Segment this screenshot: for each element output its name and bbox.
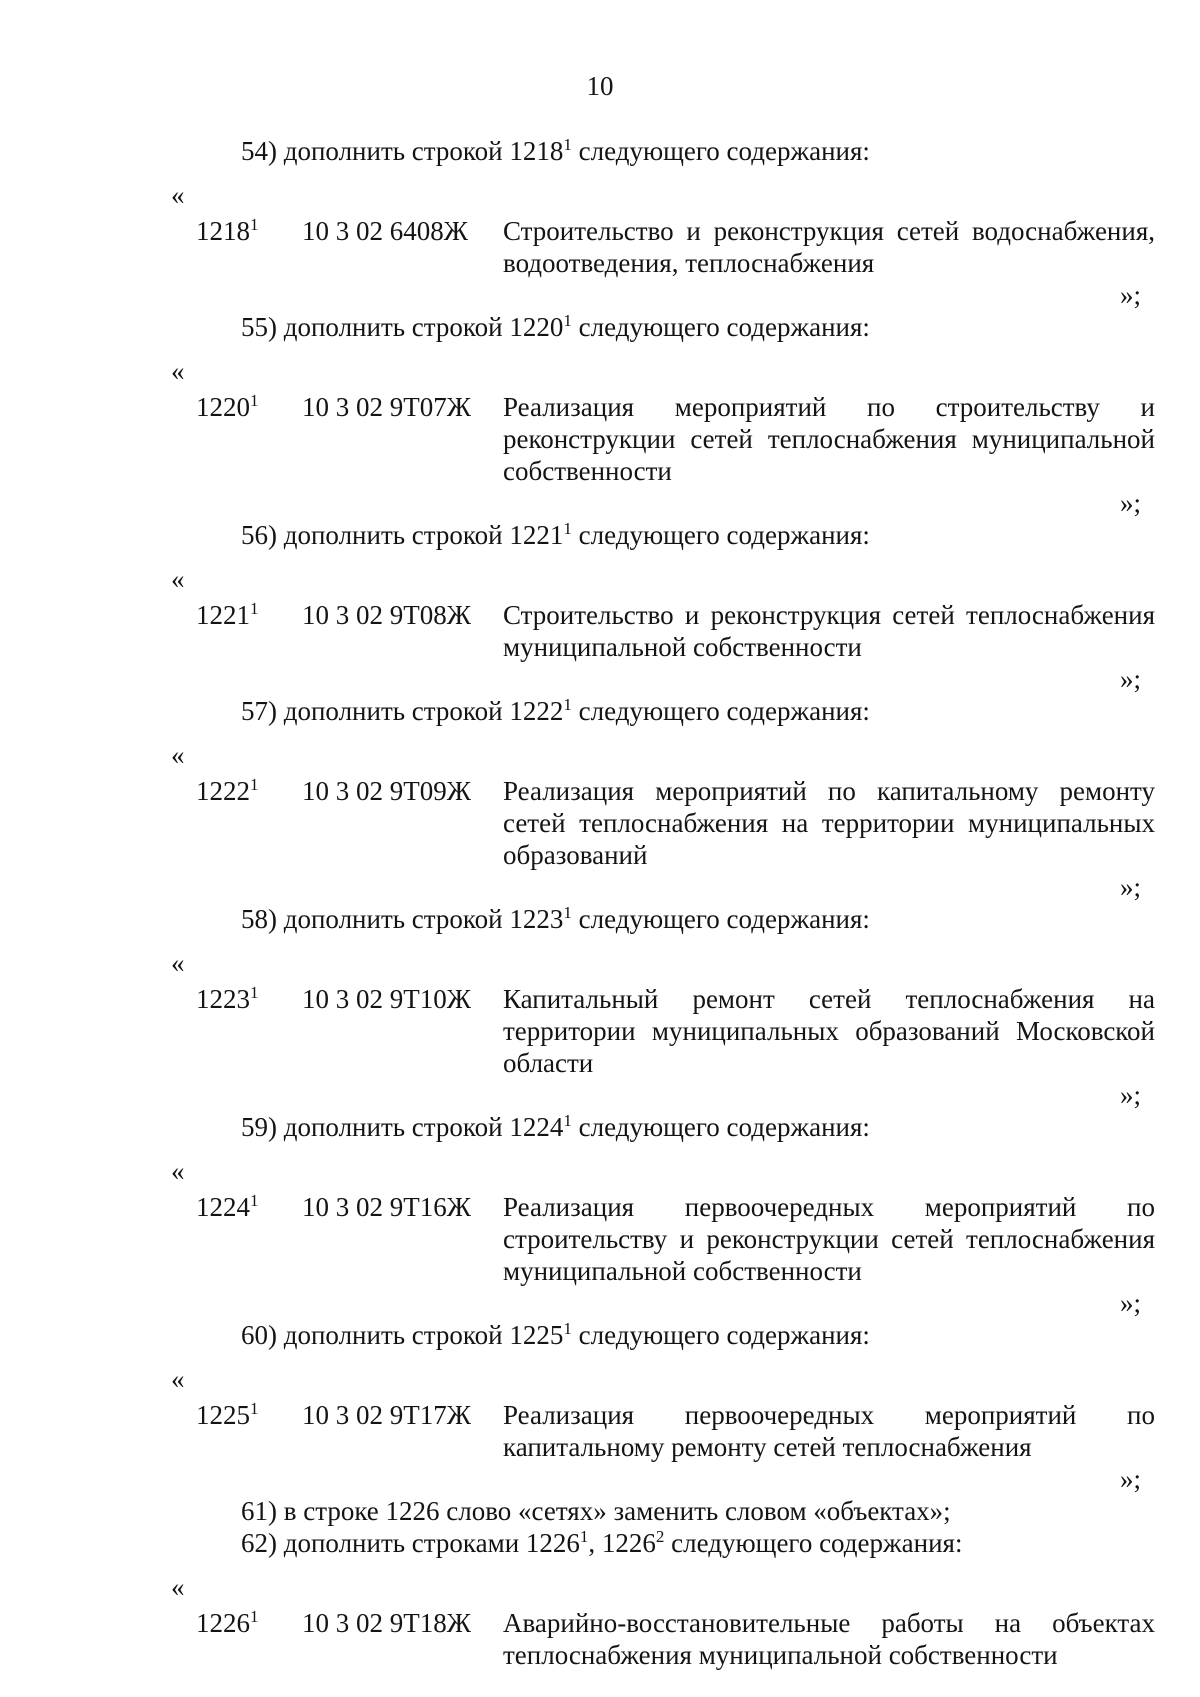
amendment-paragraph-55 — [241, 311, 1200, 343]
amendment-paragraph-62: 62) дополнить строками 1226$^1$, 1226$^2$ следующего содержания: — [241, 1527, 963, 1558]
open-quote: « — [171, 180, 185, 210]
row-description: Строительство и реконструкция сетей теплоснабжения муниципальной собственности — [503, 600, 1155, 662]
row-description: Реализация мероприятий по капитальному ремонту сетей теплоснабжения на территории муниципальных образований — [503, 776, 1155, 870]
row-description: Реализация первоочередных мероприятий по строительству и реконструкции сетей теплоснабжения муниципальной собственности — [503, 1192, 1155, 1286]
superscript: 1 — [563, 1319, 572, 1338]
superscript: 1 — [563, 135, 572, 154]
para-text: следующего содержания: — [571, 136, 870, 166]
row-ref: 1218 — [509, 136, 564, 166]
row-code: 10 3 02 6408Ж — [302, 216, 468, 246]
table-row-1224-1 — [0, 1191, 1200, 1287]
table-row-1226-1 — [0, 1607, 1200, 1671]
row-ref: 1220 — [509, 312, 564, 342]
row-number: 1225$^1$ — [196, 1399, 259, 1430]
close-quote: »; — [1120, 664, 1142, 694]
row-ref: 1223 — [509, 904, 564, 934]
row-ref: 1225 — [509, 1320, 564, 1350]
table-row-1218-1 — [0, 215, 1200, 279]
para-text: 58) дополнить строкой — [241, 904, 510, 934]
row-number: 1218$^1$ — [196, 215, 259, 246]
row-number: 1222$^1$ — [196, 775, 259, 806]
superscript: 1 — [563, 903, 572, 922]
close-quote: »; — [1120, 1080, 1142, 1110]
row-code: 10 3 02 9Т16Ж — [302, 1192, 471, 1222]
open-quote: « — [171, 1156, 185, 1186]
superscript: 1 — [563, 695, 572, 714]
row-ref: 1222 — [509, 696, 564, 726]
row-number: 1221$^1$ — [196, 599, 259, 630]
table-row-1221-1 — [0, 599, 1200, 663]
open-quote: « — [171, 356, 185, 386]
table-row-1222-1 — [0, 775, 1200, 871]
close-quote: »; — [1120, 872, 1142, 902]
row-code: 10 3 02 9Т10Ж — [302, 984, 471, 1014]
row-code: 10 3 02 9Т09Ж — [302, 776, 471, 806]
superscript: 1 — [563, 1111, 572, 1130]
row-code: 10 3 02 9Т07Ж — [302, 392, 471, 422]
amendment-paragraph-56 — [241, 519, 1200, 551]
para-text: следующего содержания: — [571, 312, 870, 342]
amendment-paragraph-54 — [241, 135, 1200, 167]
close-quote: »; — [1120, 488, 1142, 518]
open-quote: « — [171, 564, 185, 594]
amendment-paragraph-58 — [241, 903, 1200, 935]
row-description: Капитальный ремонт сетей теплоснабжения на территории муниципальных образований Московской области — [503, 984, 1155, 1078]
superscript: 1 — [563, 311, 572, 330]
row-description: Аварийно-восстановительные работы на объектах теплоснабжения муниципальной собственности — [503, 1608, 1155, 1670]
para-text: следующего содержания: — [571, 520, 870, 550]
page-number: 10 — [586, 71, 614, 101]
table-row-1223-1 — [0, 983, 1200, 1079]
row-description: Строительство и реконструкция сетей водоснабжения, водоотведения, теплоснабжения — [503, 216, 1155, 278]
table-row-1220-1 — [0, 391, 1200, 487]
para-text: следующего содержания: — [571, 1112, 870, 1142]
row-number: 1226$^1$ — [196, 1607, 259, 1638]
amendment-paragraph-57 — [241, 695, 1200, 727]
document-body — [0, 135, 1200, 1671]
row-description: Реализация мероприятий по строительству и реконструкции сетей теплоснабжения муниципальной собственности — [503, 392, 1155, 486]
open-quote: « — [171, 1364, 185, 1394]
close-quote: »; — [1120, 1288, 1142, 1318]
amendment-paragraph-59 — [241, 1111, 1200, 1143]
para-text: 55) дополнить строкой — [241, 312, 510, 342]
para-text: 56) дополнить строкой — [241, 520, 510, 550]
row-ref: 1224 — [509, 1112, 564, 1142]
close-quote: »; — [1120, 1464, 1142, 1494]
row-code: 10 3 02 9Т08Ж — [302, 600, 471, 630]
row-number: 1224$^1$ — [196, 1191, 259, 1222]
open-quote: « — [171, 948, 185, 978]
para-text: 57) дополнить строкой — [241, 696, 510, 726]
open-quote: « — [171, 740, 185, 770]
open-quote: « — [171, 1572, 185, 1602]
superscript: 1 — [563, 519, 572, 538]
amendment-paragraph-61: 61) в строке 1226 слово «сетях» заменить словом «объектах»; — [241, 1496, 951, 1526]
row-code: 10 3 02 9Т17Ж — [302, 1400, 471, 1430]
para-text: 54) дополнить строкой — [241, 136, 510, 166]
para-text: следующего содержания: — [571, 696, 870, 726]
row-number: 1220$^1$ — [196, 391, 259, 422]
para-text: 59) дополнить строкой — [241, 1112, 510, 1142]
table-row-1225-1 — [0, 1399, 1200, 1463]
close-quote: »; — [1120, 280, 1142, 310]
para-text: следующего содержания: — [571, 1320, 870, 1350]
row-ref: 1221 — [509, 520, 564, 550]
row-code: 10 3 02 9Т18Ж — [302, 1608, 471, 1638]
row-number: 1223$^1$ — [196, 983, 259, 1014]
para-text: следующего содержания: — [571, 904, 870, 934]
row-description: Реализация первоочередных мероприятий по капитальному ремонту сетей теплоснабжения — [503, 1400, 1155, 1462]
amendment-paragraph-60 — [241, 1319, 1200, 1351]
para-text: 60) дополнить строкой — [241, 1320, 510, 1350]
